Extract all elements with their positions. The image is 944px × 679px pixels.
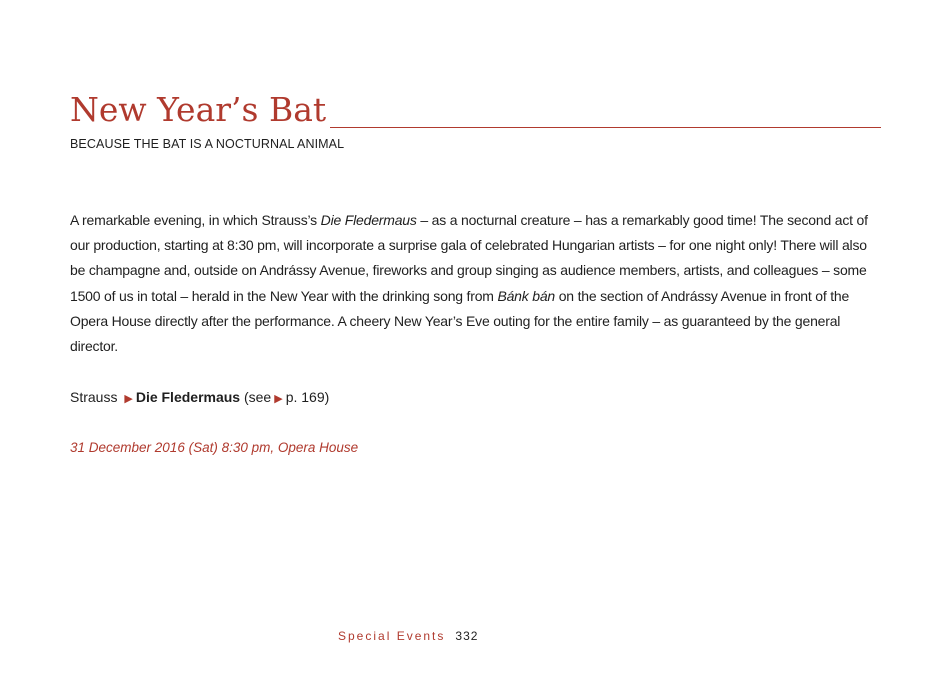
see-prefix: (see xyxy=(243,389,272,405)
work-reference xyxy=(70,385,329,411)
work-title-die-fledermaus: Die Fledermaus xyxy=(320,212,417,228)
page-subtitle: BECAUSE THE BAT IS A NOCTURNAL ANIMAL xyxy=(70,137,345,151)
arrow-right-icon: ▶ xyxy=(274,393,283,405)
page-title: New Year’s Bat xyxy=(70,90,327,129)
arrow-right-icon: ▶ xyxy=(124,393,133,405)
work-reference-link[interactable]: Die Fledermaus xyxy=(135,389,241,405)
event-date-venue: 31 December 2016 (Sat) 8:30 pm, Opera House xyxy=(70,440,359,455)
description-text-3: on the section of Andrássy Avenue in front of the Opera House directly after the performance. A cheery New Year’s Eve outing for the entire family – as guaranteed by the general director. xyxy=(70,287,850,355)
description-text-2: – as a nocturnal creature – has a remarkably good time! The second act of our production, starting at 8:30 pm, will incorporate a surprise gala of celebrated Hungarian artists – for one night only! There will also be champagne and, outside on Andrássy Avenue, fireworks and group singing as audience members, artists, and colleagues – some 1500 of us in total – herald in the New Year with the drinking song from xyxy=(70,212,868,304)
page-number: 332 xyxy=(455,629,479,643)
footer-section-title: Special Events xyxy=(338,629,446,643)
description-paragraph xyxy=(70,208,882,359)
composer-name: Strauss xyxy=(70,389,118,405)
description-text-1: A remarkable evening, in which Strauss’s xyxy=(70,212,321,228)
description xyxy=(70,208,882,359)
work-title-bank-ban: Bánk bán xyxy=(497,287,556,304)
title-row xyxy=(70,88,881,132)
page-footer xyxy=(338,627,478,645)
title-rule xyxy=(330,127,881,128)
page-reference-link[interactable]: p. 169) xyxy=(285,389,330,405)
